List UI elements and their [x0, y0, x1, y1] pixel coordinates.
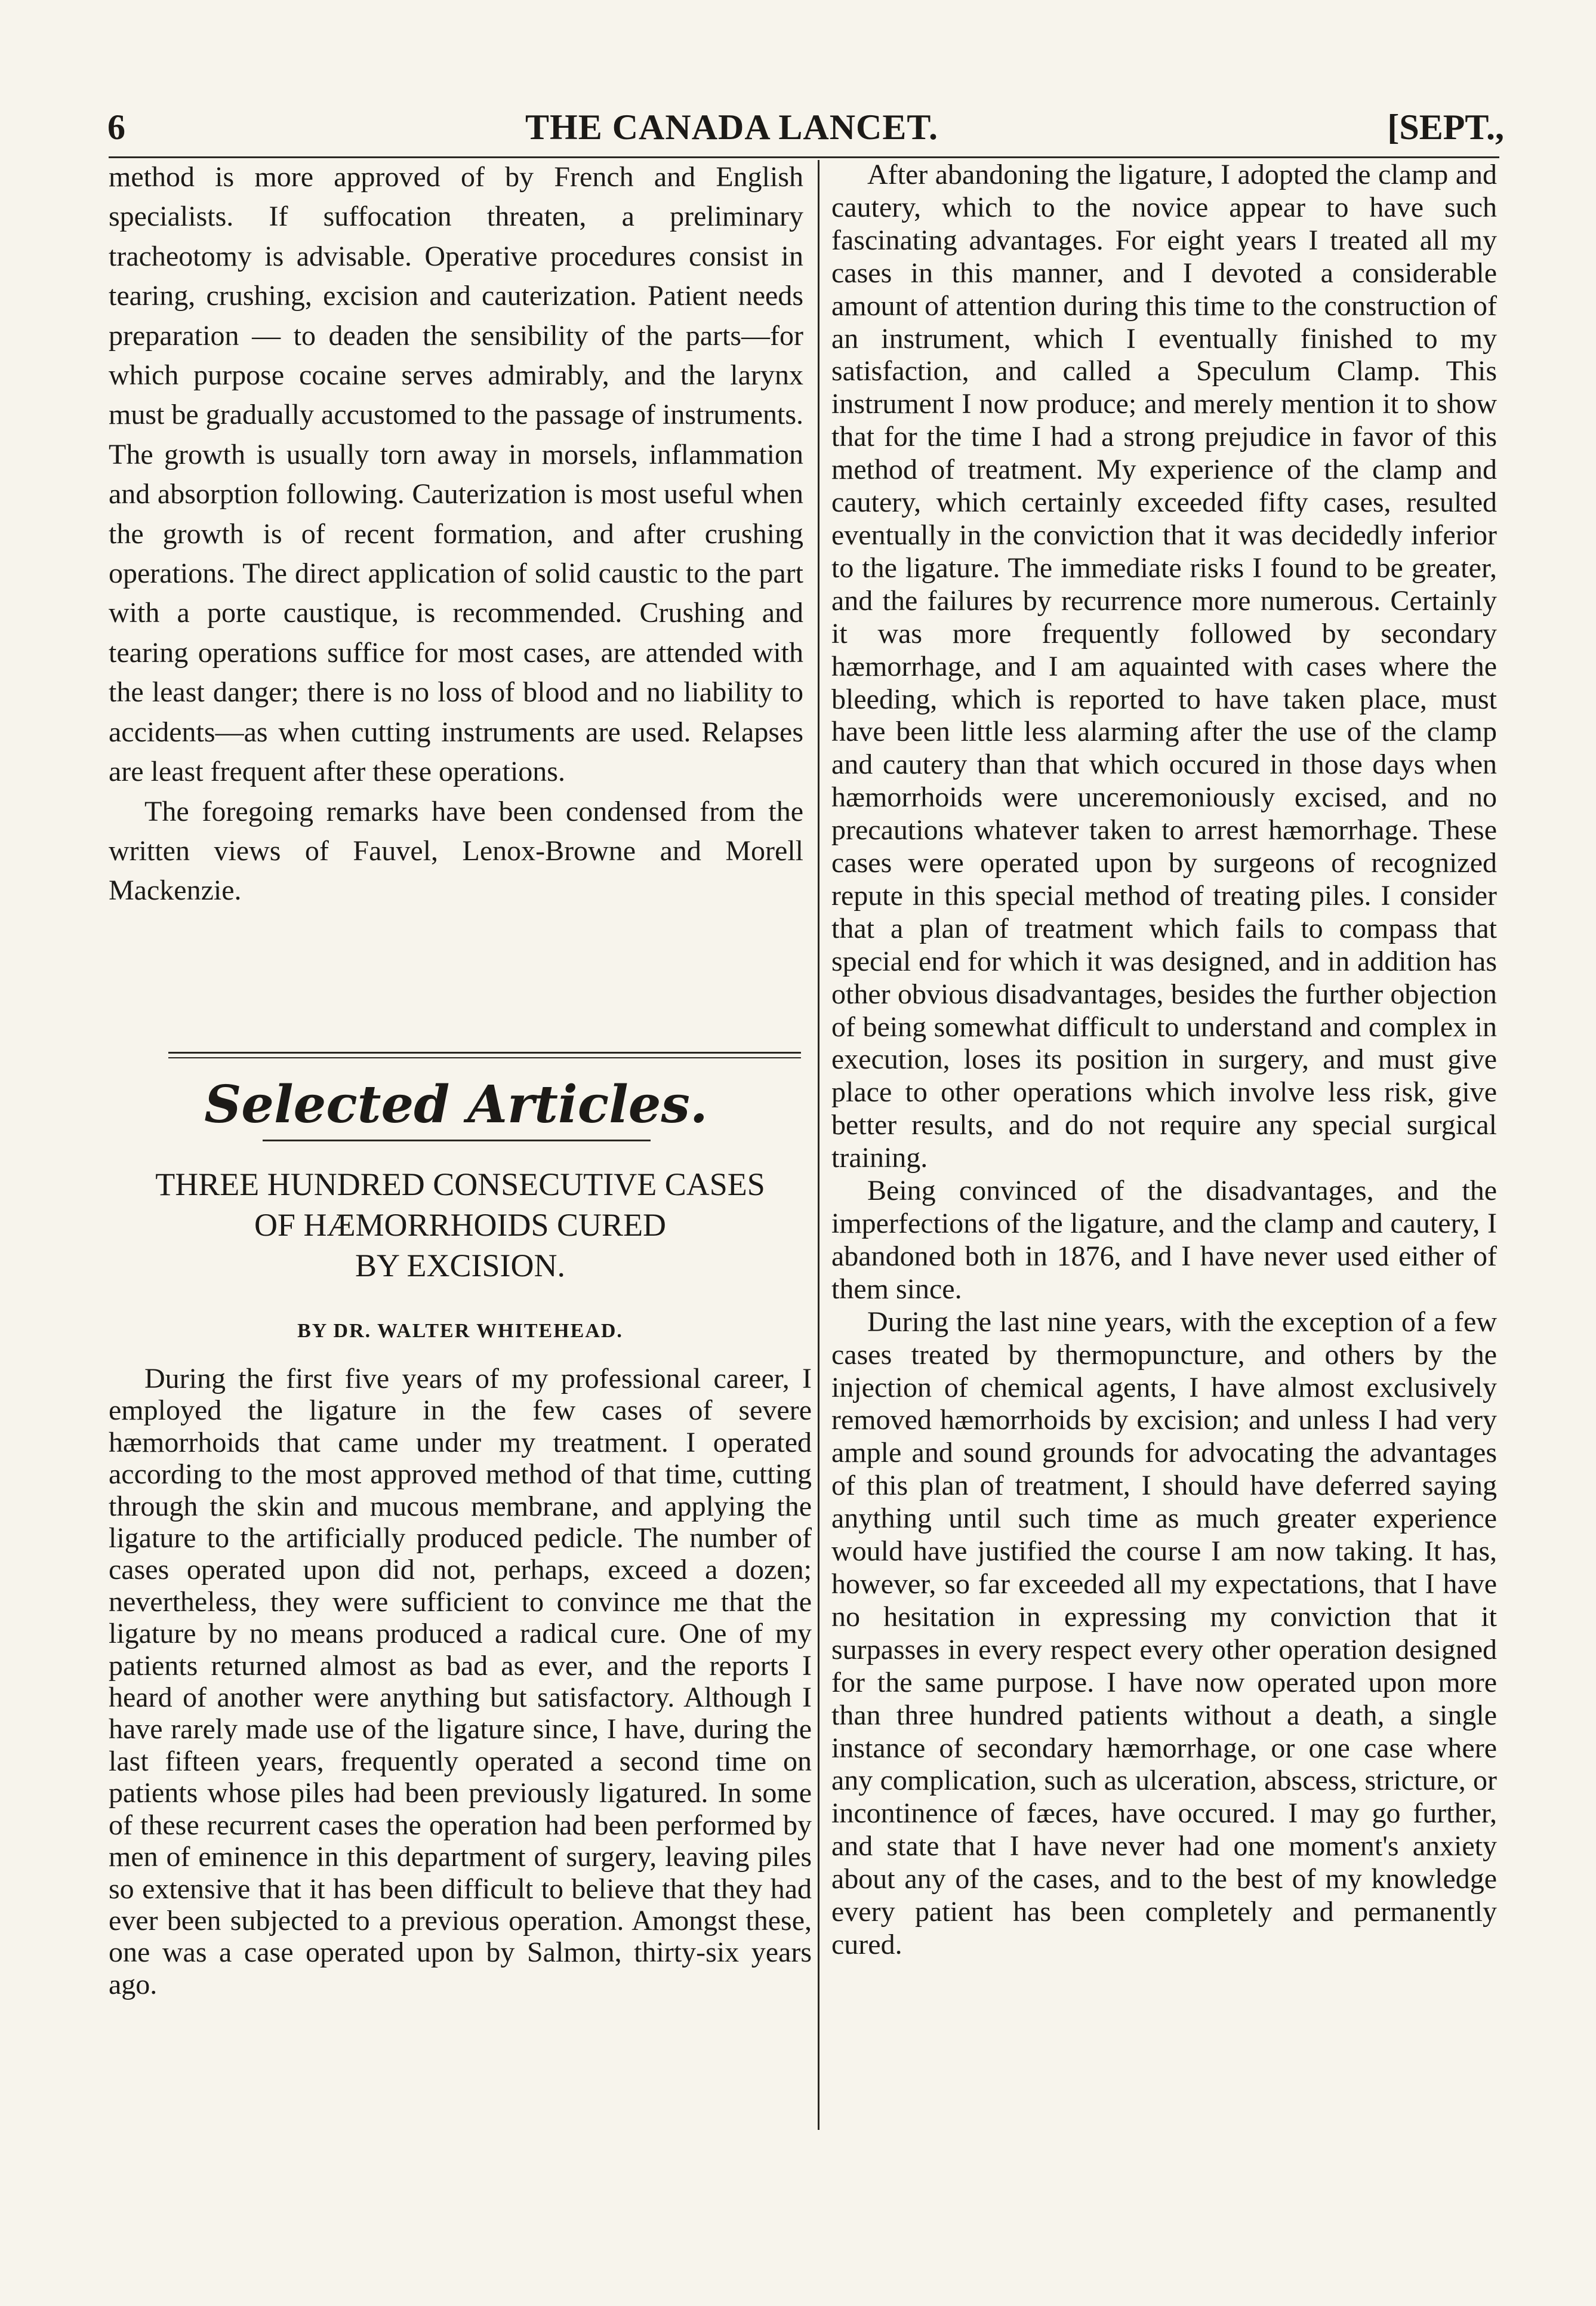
paragraph-foregoing-remarks: The foregoing remarks have been condensed from the written views of Fauvel, Lenox-Browne and Morell Mackenzie.	[109, 795, 803, 907]
section-rule-top-1	[168, 1052, 801, 1054]
section-heading-selected-articles: Selected Articles.	[204, 1075, 708, 1135]
article-byline: BY DR. WALTER WHITEHEAD.	[297, 1320, 623, 1342]
right-column-text	[831, 159, 1497, 1962]
section-rule-bottom	[263, 1140, 651, 1141]
page-number: 6	[107, 107, 125, 147]
paragraph-clamp-cautery: After abandoning the ligature, I adopted the clamp and cautery, which to the novice appear to have such fascinating advantages. For eight years I treated all my cases in this manner, and I devoted a considerable amount of attention during this time to the construction of an instrument, which I eventually finished to my satisfaction, and called a Speculum Clamp. This instrument I now produce; and merely mention it to show that for the time I had a strong prejudice in favor of this method of treatment. My experience of the clamp and cautery, which certainly exceeded fifty cases, resulted eventually in the conviction that it was decidedly inferior to the ligature. The immediate risks I found to be greater, and the failures by recurrence more numerous. Certainly it was more frequently followed by secondary hæmorrhage, and I am aquainted with cases where the bleeding, which is reported to have taken place, must have been little less alarming after the use of the clamp and cautery than that which occured in those days when hæmorrhoids were unceremoniously excised, and no precautions whatever taken to arrest hæmorrhage. These cases were operated upon by surgeons of recognized repute in this special method of treating piles. I consider that a plan of treatment which fails to compass that special end for which it was designed, and in addition has other obvious disadvantages, besides the further objection of being somewhat difficult to understand and complex in execution, loses its position in surgery, and must give place to other operations which involve less risk, give better results, and do not require any special surgical training.	[831, 159, 1497, 1174]
paragraph-abandoned-1876: Being convinced of the disadvantages, and the imperfections of the ligature, and the clamp and cautery, I abandoned both in 1876, and I have never used either of them since.	[831, 1175, 1497, 1305]
paragraph-excision-results: During the last nine years, with the exception of a few cases treated by thermopuncture, and others by the injection of chemical agents, I have almost exclusively removed hæmorrhoids by excision; and unless I had very ample and sound grounds for advocating the advantages of this plan of treatment, I should have deferred saying anything until such time as much greater experience would have justified the course I am now taking. It has, however, so far exceeded all my expectations, that I have no hesitation in expressing my conviction that it surpasses in every respect every other operation designed for the same purpose. I have now operated upon more than three hundred patients without a death, a single instance of secondary hæmorrhage, or one case where any complication, such as ulceration, abscess, stricture, or incontinence of fæces, have occured. I may go further, and state that I have never had one moment's anxiety about any of the cases, and to the best of my knowledge every patient has been completely and permanently cured.	[831, 1306, 1497, 1960]
article-title	[109, 1164, 812, 1286]
left-column-text	[109, 158, 803, 911]
paragraph-ligature-experience: During the first five years of my professional career, I employed the ligature in the few cases of severe hæmorrhoids that came under my treatment. I operated according to the most approved method of that time, cutting through the skin and mucous membrane, and applying the ligature to the artificially produced pedicle. The number of cases operated upon did not, perhaps, exceed a dozen; nevertheless, they were sufficient to convince me that the ligature by no means produced a radical cure. One of my patients returned almost as bad as ever, and the reports I heard of another were anything but satisfactory. Although I have rarely made use of the ligature since, I have, during the last fifteen years, frequently operated a second time on patients whose piles had been previously ligatured. In some of these recurrent cases the operation had been performed by men of eminence in this department of surgery, leaving piles so extensive that it has been difficult to believe that they had ever been subjected to a previous operation. Amongst these, one was a case operated upon by Salmon, thirty-six years ago.	[109, 1363, 812, 2000]
article-title-line: BY EXCISION.	[355, 1248, 565, 1283]
paragraph-laryngeal-continuation: method is more approved of by French and English specialists. If suffocation threaten, a preliminary tracheotomy is advisable. Operative procedures consist in tearing, crushing, excision and cauterization. Patient needs preparation — to deaden the sensibility of the parts—for which purpose cocaine serves admirably, and the larynx must be gradually accustomed to the passage of instruments. The growth is usually torn away in morsels, inflammation and absorption following. Cauterization is most useful when the growth is of recent formation, and after crushing operations. The direct application of solid caustic to the part with a porte caustique, is recommended. Crushing and tearing operations suffice for most cases, are attended with the least danger; there is no loss of blood and no liability to accidents—as when cutting instruments are used. Relapses are least frequent after these operations.	[109, 161, 803, 788]
section-date: [SEPT.,	[1387, 107, 1504, 147]
article-title-line: OF HÆMORRHOIDS CURED	[254, 1207, 667, 1243]
column-divider	[818, 160, 819, 2130]
journal-title: THE CANADA LANCET.	[525, 107, 938, 147]
running-header	[107, 100, 1504, 154]
section-rule-top-2	[168, 1057, 801, 1058]
article-left-column	[109, 1363, 812, 2000]
article-title-line: THREE HUNDRED CONSECUTIVE CASES	[155, 1166, 765, 1202]
